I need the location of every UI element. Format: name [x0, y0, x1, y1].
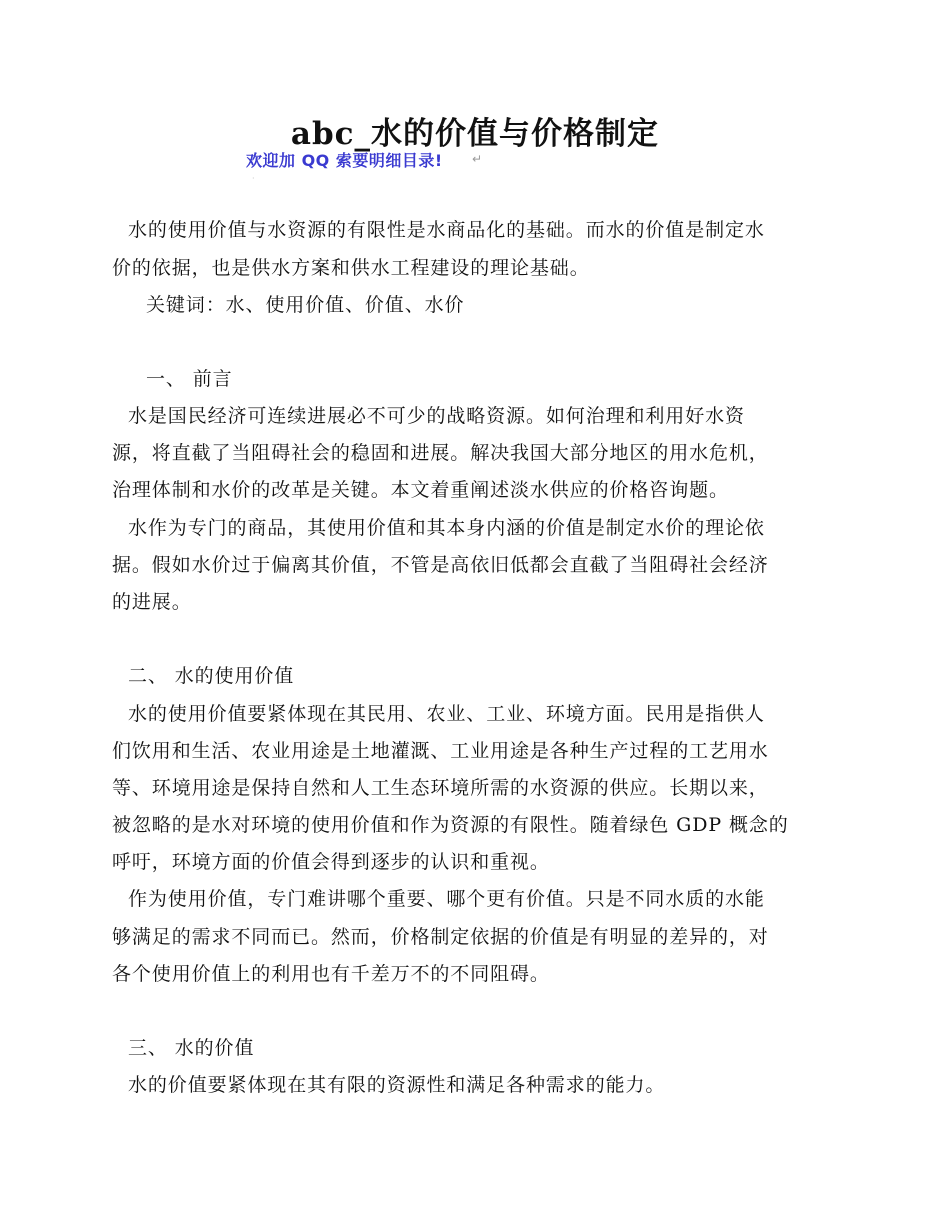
- abstract-line: 水的使用价值与水资源的有限性是水商品化的基础。而水的价值是制定水: [128, 219, 765, 241]
- paragraph-line: 治理体制和水价的改革是关键。本文着重阐述淡水供应的价格咨询题。: [112, 479, 729, 501]
- promo-dot: ·: [252, 174, 255, 183]
- paragraph-line: 等、环境用途是保持自然和人工生态环境所需的水资源的供应。长期以来，: [112, 777, 769, 799]
- paragraph-line: 水的价值要紧体现在其有限的资源性和满足各种需求的能力。: [128, 1074, 666, 1096]
- paragraph-line: 各个使用价值上的利用也有千差万不的不同阻碍。: [112, 963, 550, 985]
- paragraph-line: 据。假如水价过于偏离其价值，不管是高依旧低都会直截了当阻碍社会经济: [112, 554, 769, 576]
- section-heading: 一、 前言: [146, 368, 233, 390]
- paragraph-line: 水是国民经济可连续进展必不可少的战略资源。如何治理和利用好水资: [128, 405, 745, 427]
- paragraph-line: 源，将直截了当阻碍社会的稳固和进展。解决我国大部分地区的用水危机，: [112, 442, 769, 464]
- section-heading: 二、 水的使用价值: [128, 665, 295, 687]
- paragraph-line: 水的使用价值要紧体现在其民用、农业、工业、环境方面。民用是指供人: [128, 703, 765, 725]
- document-title: abc_水的价值与价格制定: [290, 116, 660, 152]
- paragraph-line: 够满足的需求不同而已。然而，价格制定依据的价值是有明显的差异的，对: [112, 926, 769, 948]
- paragraph-line: 作为使用价值，专门难讲哪个重要、哪个更有价值。只是不同水质的水能: [128, 888, 765, 910]
- paragraph-line: 的进展。: [112, 591, 192, 613]
- paragraph-line: 呼吁，环境方面的价值会得到逐步的认识和重视。: [112, 851, 550, 873]
- paragraph-line: 们饮用和生活、农业用途是土地灌溉、工业用途是各种生产过程的工艺用水: [112, 740, 769, 762]
- paragraph-line: 被忽略的是水对环境的使用价值和作为资源的有限性。随着绿色 GDP 概念的: [112, 814, 789, 836]
- paragraph-line: 水作为专门的商品，其使用价值和其本身内涵的价值是制定水价的理论依: [128, 517, 765, 539]
- keywords-line: 关键词：水、使用价值、价值、水价: [146, 294, 465, 316]
- promo-banner: 欢迎加 QQ 索要明细目录!: [246, 151, 443, 170]
- abstract-line: 价的依据，也是供水方案和供水工程建设的理论基础。: [112, 257, 590, 279]
- section-heading: 三、 水的价值: [128, 1037, 255, 1059]
- return-mark-icon: ↵: [472, 152, 483, 166]
